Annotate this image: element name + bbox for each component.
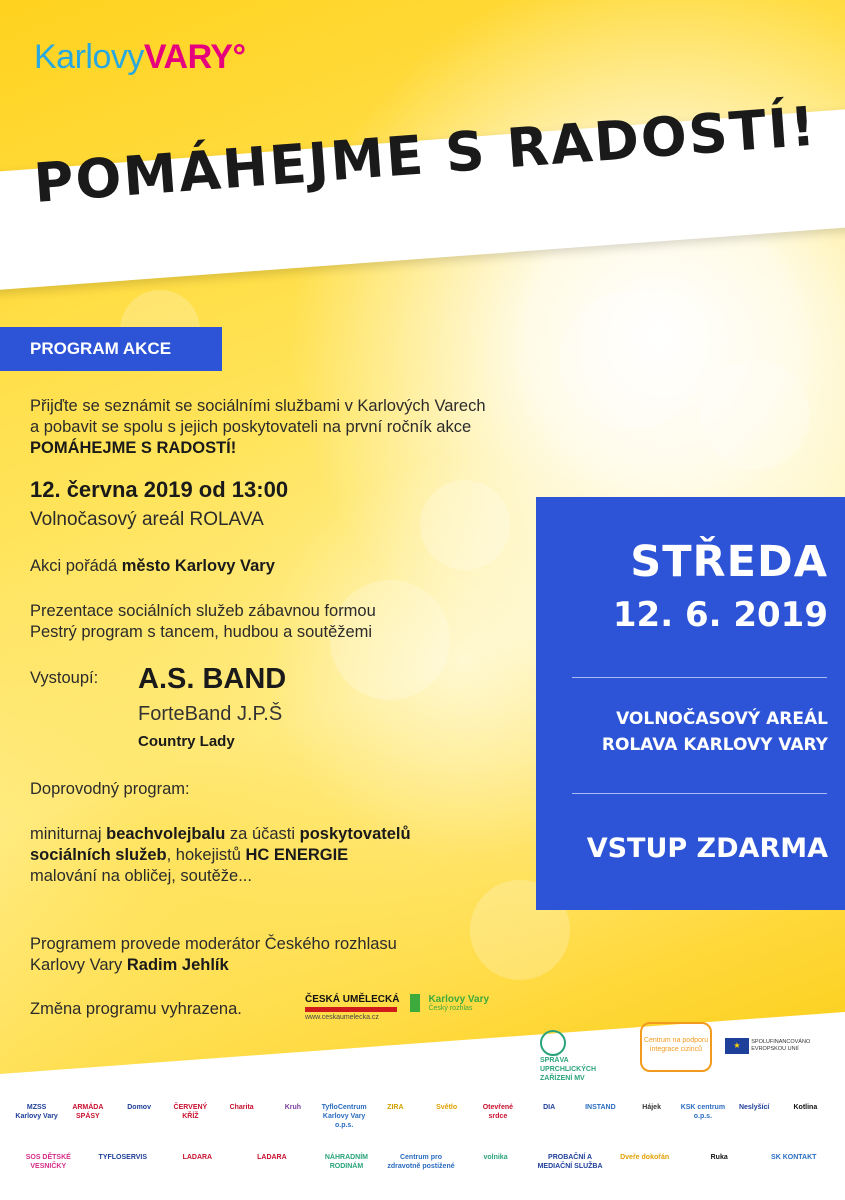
cesky-rozhlas-logo: Karlovy Vary Český rozhlas xyxy=(410,994,500,1012)
logo-part-karlovy: Karlovy xyxy=(34,38,144,76)
suz-logo: SPRÁVA UPRCHLICKÝCH ZAŘÍZENÍ MV xyxy=(540,1030,630,1083)
performer-main: A.S. BAND xyxy=(138,663,287,695)
info-date: 12. 6. 2019 xyxy=(612,595,828,635)
organizer-prefix: Akci pořádá xyxy=(30,557,118,575)
organizer xyxy=(30,556,275,577)
sponsor-logo: KSK centrum o.p.s. xyxy=(680,1104,726,1120)
eu-logo: ★ SPOLUFINANCOVÁNO EVROPSKOU UNIÍ xyxy=(725,1038,830,1054)
sponsor-logo: TYFLOSERVIS xyxy=(98,1154,148,1161)
info-day: STŘEDA xyxy=(630,537,828,587)
sponsor-logo: ZIRA xyxy=(387,1104,404,1111)
moderator-text xyxy=(30,934,397,976)
presentation-line: Prezentace sociálních služeb zábavnou formou xyxy=(30,602,376,620)
sponsor-logo: Neslyšící xyxy=(738,1104,770,1111)
sponsor-logo: SK KONTAKT xyxy=(771,1154,817,1161)
info-separator xyxy=(572,793,827,794)
logo-part-vary: VARY° xyxy=(143,38,246,76)
side-program-text xyxy=(30,824,411,887)
side-program-line: malování na obličej, soutěže... xyxy=(30,867,252,885)
moderator-line: Karlovy Vary Radim Jehlík xyxy=(30,956,229,974)
sponsor-logo: volnika xyxy=(483,1154,508,1161)
karlovy-vary-logo xyxy=(34,38,246,77)
bokeh-circle xyxy=(700,360,810,470)
performer-second: ForteBand J.P.Š xyxy=(138,703,283,725)
sponsor-logo: Charita xyxy=(229,1104,254,1111)
organizer-name: město Karlovy Vary xyxy=(121,557,275,575)
side-program-label: Doprovodný program: xyxy=(30,780,190,798)
moderator-line: Programem provede moderátor Českého rozhlasu xyxy=(30,935,397,953)
integration-center-logo: Centrum na podporu integrace cizinců xyxy=(640,1022,712,1072)
sponsor-logo: Dveře dokořán xyxy=(620,1154,670,1161)
info-box xyxy=(536,497,845,910)
sponsor-logo: LADARA xyxy=(257,1154,287,1161)
ceska-umelecka-logo: ČESKÁ UMĚLECKÁ www.ceskaumelecka.cz xyxy=(305,994,400,1021)
performer-third: Country Lady xyxy=(138,733,235,750)
event-venue: Volnočasový areál ROLAVA xyxy=(30,509,264,530)
info-separator xyxy=(572,677,827,678)
sponsor-logo: Světlo xyxy=(436,1104,458,1111)
intro-line: a pobavit se spolu s jejich poskytovateli na první ročník akce xyxy=(30,418,472,436)
sponsor-logo: Centrum pro zdravotně postižené xyxy=(387,1154,455,1170)
info-entry: VSTUP ZDARMA xyxy=(586,833,828,864)
bokeh-circle xyxy=(560,290,700,430)
program-tag: PROGRAM AKCE xyxy=(0,327,222,371)
info-place-line2: ROLAVA KARLOVY VARY xyxy=(601,735,828,755)
bokeh-circle xyxy=(420,480,510,570)
sponsor-logo: Domov xyxy=(127,1104,151,1111)
sponsor-logo: INSTAND xyxy=(585,1104,616,1111)
intro-line: Přijďte se seznámit se sociálními službami v Karlových Varech xyxy=(30,397,486,415)
sponsor-logo: TyfloCentrum Karlovy Vary o.p.s. xyxy=(321,1104,367,1129)
sponsor-logo: DIA xyxy=(543,1104,556,1111)
sponsor-logo: NÁHRADNÍM RODINÁM xyxy=(324,1154,369,1170)
intro-line-bold: POMÁHEJME S RADOSTÍ! xyxy=(30,439,237,457)
sponsor-logo: SOS DĚTSKÉ VESNIČKY xyxy=(25,1154,71,1170)
event-date: 12. června 2019 od 13:00 xyxy=(30,477,289,502)
sponsor-logo: ČERVENÝ KŘÍŽ xyxy=(173,1104,208,1120)
sponsor-logo: Kruh xyxy=(284,1104,302,1111)
info-place-line1: VOLNOČASOVÝ AREÁL xyxy=(616,709,828,729)
presentation-line: Pestrý program s tancem, hudbou a soutěžemi xyxy=(30,623,373,641)
side-program-line: miniturnaj beachvolejbalu za účasti poskytovatelů xyxy=(30,825,411,843)
sponsor-logo: Ruka xyxy=(710,1154,728,1161)
performers-label: Vystoupí: xyxy=(30,669,99,687)
intro-text xyxy=(30,396,486,459)
sponsor-logo: LADARA xyxy=(182,1154,213,1161)
eu-flag-icon: ★ xyxy=(725,1038,749,1054)
side-program-line: sociálních služeb, hokejistů HC ENERGIE xyxy=(30,846,349,864)
sponsor-logo: MZSS Karlovy Vary xyxy=(15,1104,58,1120)
rozhlas-icon xyxy=(410,994,420,1012)
main-title: POMÁHEJME S RADOSTÍ! xyxy=(31,94,820,215)
globe-icon xyxy=(540,1030,566,1056)
presentation-text xyxy=(30,601,376,643)
sponsor-logo: Otevřené srdce xyxy=(482,1104,514,1120)
change-note: Změna programu vyhrazena. xyxy=(30,1000,242,1018)
sponsor-logo: Kotlina xyxy=(793,1104,818,1111)
sponsor-logo: ARMÁDA SPÁSY xyxy=(72,1104,104,1120)
sponsor-logo: PROBAČNÍ A MEDIAČNÍ SLUŽBA xyxy=(537,1154,603,1170)
sponsor-logo: Hájek xyxy=(642,1104,661,1111)
